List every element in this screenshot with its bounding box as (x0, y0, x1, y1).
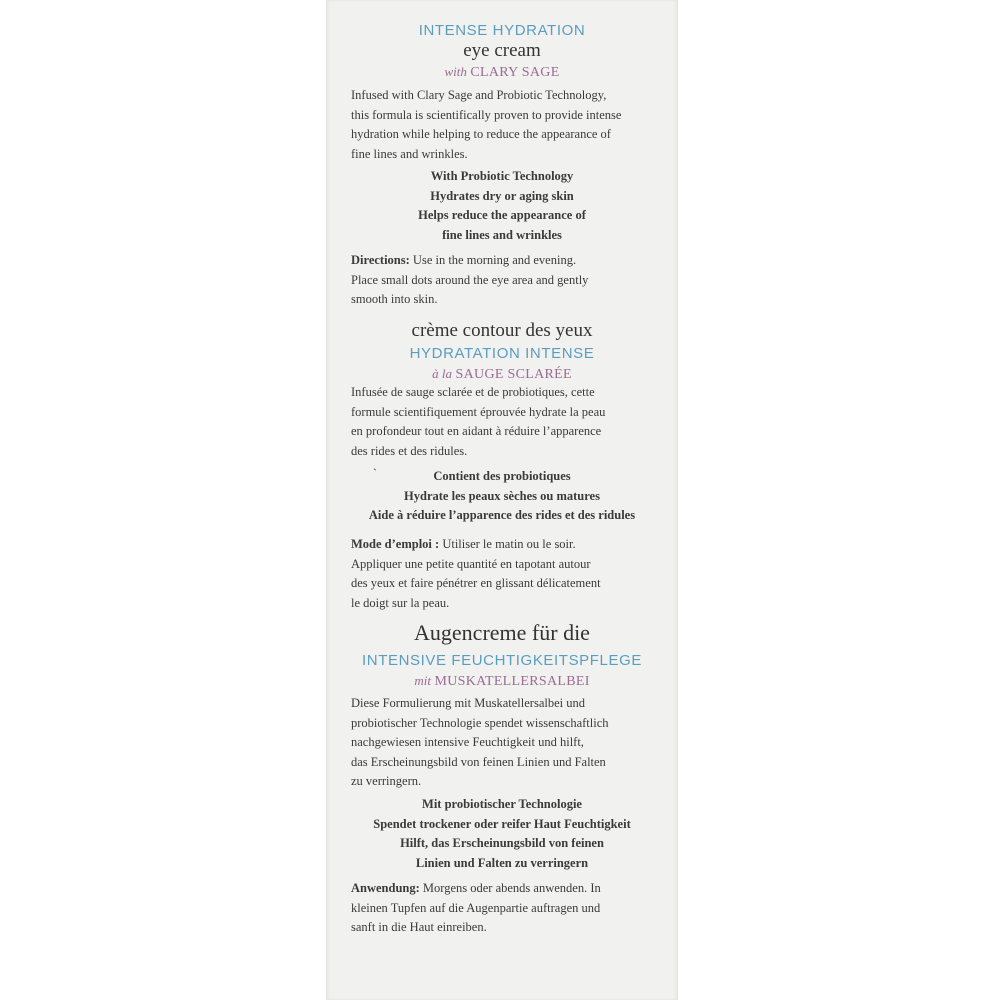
en-directions-text: smooth into skin. (351, 292, 438, 306)
en-description-line: Infused with Clary Sage and Probiotic Technology, (351, 88, 607, 102)
fr-directions-label: Mode d’emploi : (351, 537, 440, 551)
en-subtitle: eye cream (463, 40, 541, 61)
fr-description-line: Infusée de sauge sclarée et de probiotiques, cette (351, 385, 595, 399)
de-directions (351, 879, 661, 938)
de-description-line: Diese Formulierung mit Muskatellersalbei und (351, 696, 585, 710)
de-subtitle: INTENSIVE FEUCHTIGKEITSPFLEGE (362, 652, 642, 669)
de-description-line: nachgewiesen intensive Feuchtigkeit und hilft, (351, 735, 584, 749)
en-title: INTENSE HYDRATION (418, 22, 586, 39)
de-title: Augencreme für die (414, 620, 590, 645)
de-description-line: das Erscheinungsbild von feinen Linien und Falten (351, 754, 606, 769)
en-description-line: fine lines and wrinkles. (351, 146, 468, 161)
de-benefit: Mit probiotischer Technologie (422, 797, 582, 811)
fr-ingredient-line (327, 366, 677, 383)
fr-subtitle: HYDRATATION INTENSE (409, 345, 595, 362)
fr-directions-text: des yeux et faire pénétrer en glissant délicatement (351, 576, 601, 590)
en-benefit: Hydrates dry or aging skin (430, 188, 574, 203)
de-with: mit (414, 673, 431, 688)
de-benefit: Spendet trockener oder reifer Haut Feuchtigkeit (373, 816, 631, 831)
en-directions-label: Directions: (351, 253, 410, 267)
fr-description-line: formule scientifiquement éprouvée hydrate la peau (351, 404, 606, 419)
de-directions-label: Anwendung: (351, 881, 420, 895)
fr-title: crème contour des yeux (411, 320, 593, 341)
en-benefit: fine lines and wrinkles (442, 227, 562, 242)
en-description-line: this formula is scientifically proven to provide intense (351, 107, 622, 122)
en-ingredient-line (327, 64, 677, 81)
de-description-line: probiotischer Technologie spendet wissenschaftlich (351, 715, 609, 730)
stray-mark: ` (373, 466, 377, 480)
de-ingredient: MUSKATELLERSALBEI (434, 674, 590, 689)
de-benefit: Linien und Falten zu verringern (415, 855, 589, 870)
en-ingredient: CLARY SAGE (470, 65, 560, 80)
de-directions-text: kleinen Tupfen auf die Augenpartie auftragen und (351, 900, 601, 915)
de-ingredient-line (327, 673, 677, 690)
en-directions (351, 251, 661, 310)
de-directions-text: sanft in die Haut einreiben. (351, 920, 487, 934)
de-directions-text: Morgens oder abends anwenden. In (419, 881, 601, 895)
en-with: with (444, 64, 467, 79)
en-description-line: hydration while helping to reduce the appearance of (351, 127, 611, 141)
fr-description (351, 383, 661, 461)
en-description (351, 86, 661, 164)
fr-directions-text: Appliquer une petite quantité en tapotant autour (351, 556, 591, 571)
product-box-panel (326, 0, 678, 1000)
de-description (351, 694, 661, 792)
de-benefit: Hilft, das Erscheinungsbild von feinen (400, 836, 604, 850)
fr-benefit: Hydrate les peaux sèches ou matures (404, 488, 600, 503)
de-description-line: zu verringern. (351, 774, 422, 788)
fr-directions-text: le doigt sur la peau. (351, 595, 450, 610)
en-benefit: With Probiotic Technology (430, 169, 574, 183)
en-benefits (327, 167, 677, 245)
fr-directions (351, 535, 661, 613)
fr-benefit: Contient des probiotiques (433, 469, 571, 483)
en-benefit: Helps reduce the appearance of (418, 208, 586, 222)
fr-benefits (327, 467, 677, 526)
fr-benefit: Aide à réduire l’apparence des rides et des ridules (368, 508, 636, 522)
en-directions-text: Use in the morning and evening. (409, 253, 577, 267)
en-directions-text: Place small dots around the eye area and gently (351, 272, 589, 287)
de-benefits (327, 795, 677, 873)
fr-description-line: en profondeur tout en aidant à réduire l’apparence (351, 424, 602, 438)
fr-with: à la (432, 366, 453, 381)
fr-description-line: des rides et des ridules. (351, 443, 468, 458)
fr-directions-text: Utiliser le matin ou le soir. (439, 537, 576, 551)
fr-ingredient: SAUGE SCLARÉE (455, 367, 572, 382)
